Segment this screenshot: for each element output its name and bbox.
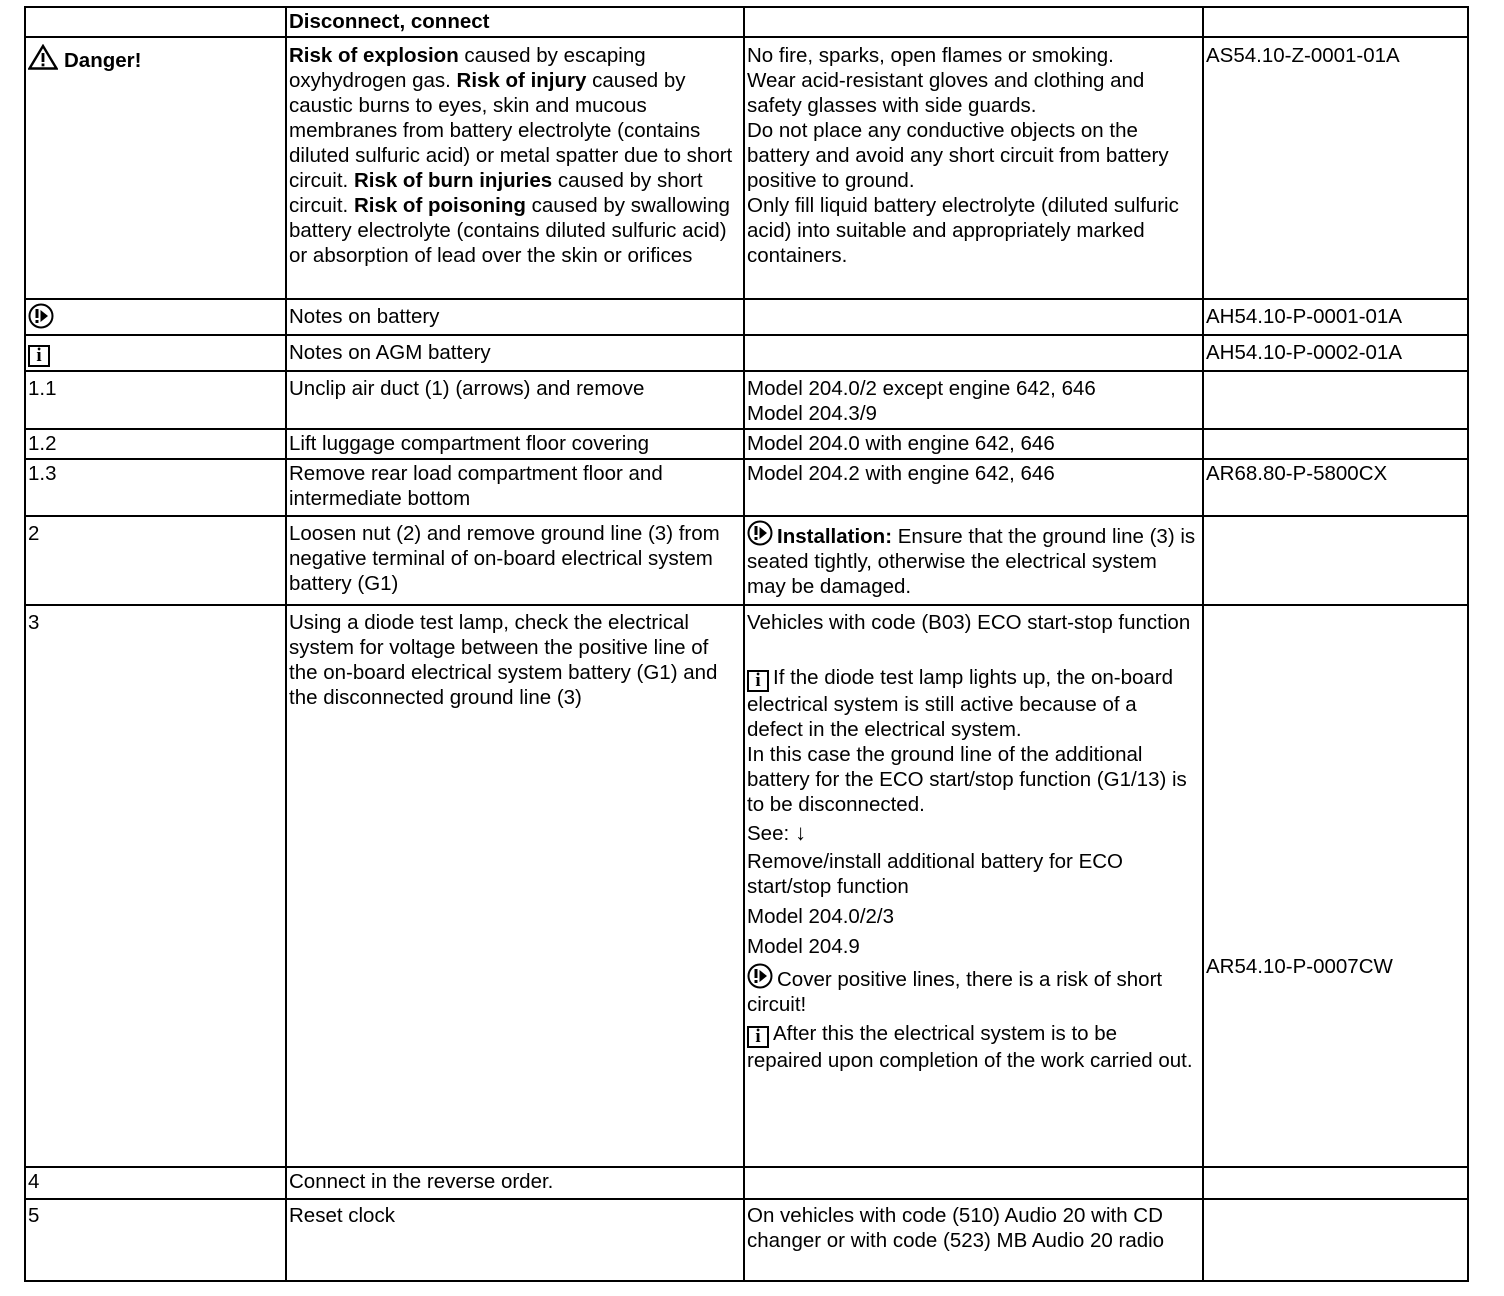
step-ref[interactable]: AR68.80-P-5800CX (1203, 459, 1468, 516)
note-ref[interactable]: AH54.10-P-0002-01A (1203, 335, 1468, 371)
danger-text: caused by caustic burns to eyes, skin and mucous membranes from battery electrolyte (contains diluted sulfuric acid) or metal spatter due to short circuit. (289, 69, 733, 192)
vehicles-line: Vehicles with code (B03) ECO start-stop function (747, 611, 1191, 634)
step-ref (1203, 1167, 1468, 1199)
note-paragraph (747, 963, 1197, 1017)
warning-triangle-icon (28, 44, 58, 70)
note-ref[interactable]: AH54.10-P-0001-01A (1203, 299, 1468, 335)
model-line: Model 204.9 (747, 935, 860, 958)
step-ref-link[interactable]: AR54.10-P-0007CW (1206, 955, 1393, 978)
step-number: 3 (25, 605, 286, 1167)
header-cell-empty (25, 7, 286, 37)
step-number: 1.3 (25, 459, 286, 516)
measure-line: Only fill liquid battery electrolyte (diluted sulfuric acid) into suitable and appropriately marked containers. (747, 194, 1179, 267)
step-remarks (744, 1167, 1203, 1199)
danger-description (286, 37, 744, 299)
step-row (25, 605, 1468, 1167)
down-arrow-icon[interactable]: ↓ (795, 820, 807, 845)
installation-text: Ensure that the ground line (3) is seated tightly, otherwise the electrical system may be damaged. (747, 525, 1196, 598)
note-remarks-empty (744, 299, 1203, 335)
note-text: Notes on battery (286, 299, 744, 335)
remark-line: Model 204.2 with engine 642, 646 (747, 462, 1055, 485)
measure-line: No fire, sparks, open flames or smoking. (747, 44, 1114, 67)
step-remarks (744, 1199, 1203, 1281)
note-row-battery (25, 299, 1468, 335)
step-action: Connect in the reverse order. (286, 1167, 744, 1199)
note-row-agm (25, 335, 1468, 371)
info-icon: i (28, 345, 50, 367)
risk-injury: Risk of injury (456, 69, 587, 92)
risk-poisoning: Risk of poisoning (353, 194, 526, 217)
step-ref (1203, 429, 1468, 459)
step-action: Loosen nut (2) and remove ground line (3) from negative terminal of on-board electrical system battery (G1) (286, 516, 744, 605)
procedure-table (24, 6, 1469, 1282)
danger-row (25, 37, 1468, 299)
info-icon: i (747, 1026, 769, 1048)
note-icon (747, 520, 773, 546)
info-paragraph (747, 665, 1197, 742)
remark-line: Model 204.3/9 (747, 402, 877, 425)
step-ref (1203, 371, 1468, 429)
remark-line: Model 204.0 with engine 642, 646 (747, 432, 1055, 455)
step-row (25, 1167, 1468, 1199)
note-remarks-empty (744, 335, 1203, 371)
risk-explosion: Risk of explosion (289, 44, 459, 67)
remark-line: On vehicles with code (510) Audio 20 with CD changer or with code (523) MB Audio 20 radio (747, 1204, 1165, 1252)
see-line (747, 820, 1197, 846)
note-text: Notes on AGM battery (286, 335, 744, 371)
step-remarks (744, 605, 1203, 1167)
step-remarks (744, 429, 1203, 459)
step-row (25, 459, 1468, 516)
step-remarks (744, 371, 1203, 429)
note-icon-cell (25, 299, 286, 335)
step-number: 1.1 (25, 371, 286, 429)
step-row (25, 516, 1468, 605)
see-label: See: (747, 822, 790, 845)
note-icon (747, 963, 773, 989)
danger-label-cell (25, 37, 286, 299)
header-row (25, 7, 1468, 37)
danger-measures (744, 37, 1203, 299)
info-text: After this the electrical system is to be repaired upon completion of the work carried out. (747, 1022, 1193, 1072)
header-cell-empty (1203, 7, 1468, 37)
step-action: Lift luggage compartment floor covering (286, 429, 744, 459)
step-ref (1203, 1199, 1468, 1281)
step-ref (1203, 605, 1468, 1167)
step-row (25, 1199, 1468, 1281)
spacer (747, 635, 1197, 665)
danger-text: caused by short circuit. (289, 169, 703, 217)
note-icon (28, 303, 54, 329)
step-action: Remove rear load compartment floor and intermediate bottom (286, 459, 744, 516)
step-number: 1.2 (25, 429, 286, 459)
step-ref (1203, 516, 1468, 605)
step-row (25, 371, 1468, 429)
step-action: Reset clock (286, 1199, 744, 1281)
danger-text: caused by swallowing battery electrolyte (contains diluted sulfuric acid) or absorption of lead over the skin or orifices (289, 194, 730, 267)
step-action: Using a diode test lamp, check the electrical system for voltage between the positive line of the on-board electrical system battery (G1) and the disconnected ground line (3) (286, 605, 744, 1167)
step-remarks (744, 516, 1203, 605)
measure-line: Wear acid-resistant gloves and clothing and safety glasses with side guards. (747, 69, 1145, 117)
step-row (25, 429, 1468, 459)
danger-text: caused by escaping oxyhydrogen gas. (289, 44, 646, 92)
info-text: If the diode test lamp lights up, the on-board electrical system is still active because of a defect in the electrical system. (747, 666, 1174, 741)
info-icon-cell (25, 335, 286, 371)
info-paragraph (747, 1021, 1197, 1073)
step-action: Unclip air duct (1) (arrows) and remove (286, 371, 744, 429)
step-remarks (744, 459, 1203, 516)
danger-ref[interactable]: AS54.10-Z-0001-01A (1203, 37, 1468, 299)
info-paragraph: In this case the ground line of the additional battery for the ECO start/stop function (G1/13) is to be disconnected. (747, 743, 1187, 816)
step-number: 2 (25, 516, 286, 605)
header-cell-empty (744, 7, 1203, 37)
info-icon: i (747, 670, 769, 692)
step-number: 4 (25, 1167, 286, 1199)
danger-label: Danger! (64, 49, 142, 72)
model-line: Model 204.0/2/3 (747, 905, 895, 928)
note-text: Cover positive lines, there is a risk of short circuit! (747, 968, 1163, 1016)
installation-label: Installation: (777, 525, 893, 548)
remark-line: Model 204.0/2 except engine 642, 646 (747, 377, 1096, 400)
risk-burn: Risk of burn injuries (353, 169, 553, 192)
remove-install-link[interactable]: Remove/install additional battery for ECO start/stop function (747, 850, 1124, 898)
step-number: 5 (25, 1199, 286, 1281)
measure-line: Do not place any conductive objects on the battery and avoid any short circuit from battery positive to ground. (747, 119, 1169, 192)
section-title: Disconnect, connect (286, 7, 744, 37)
